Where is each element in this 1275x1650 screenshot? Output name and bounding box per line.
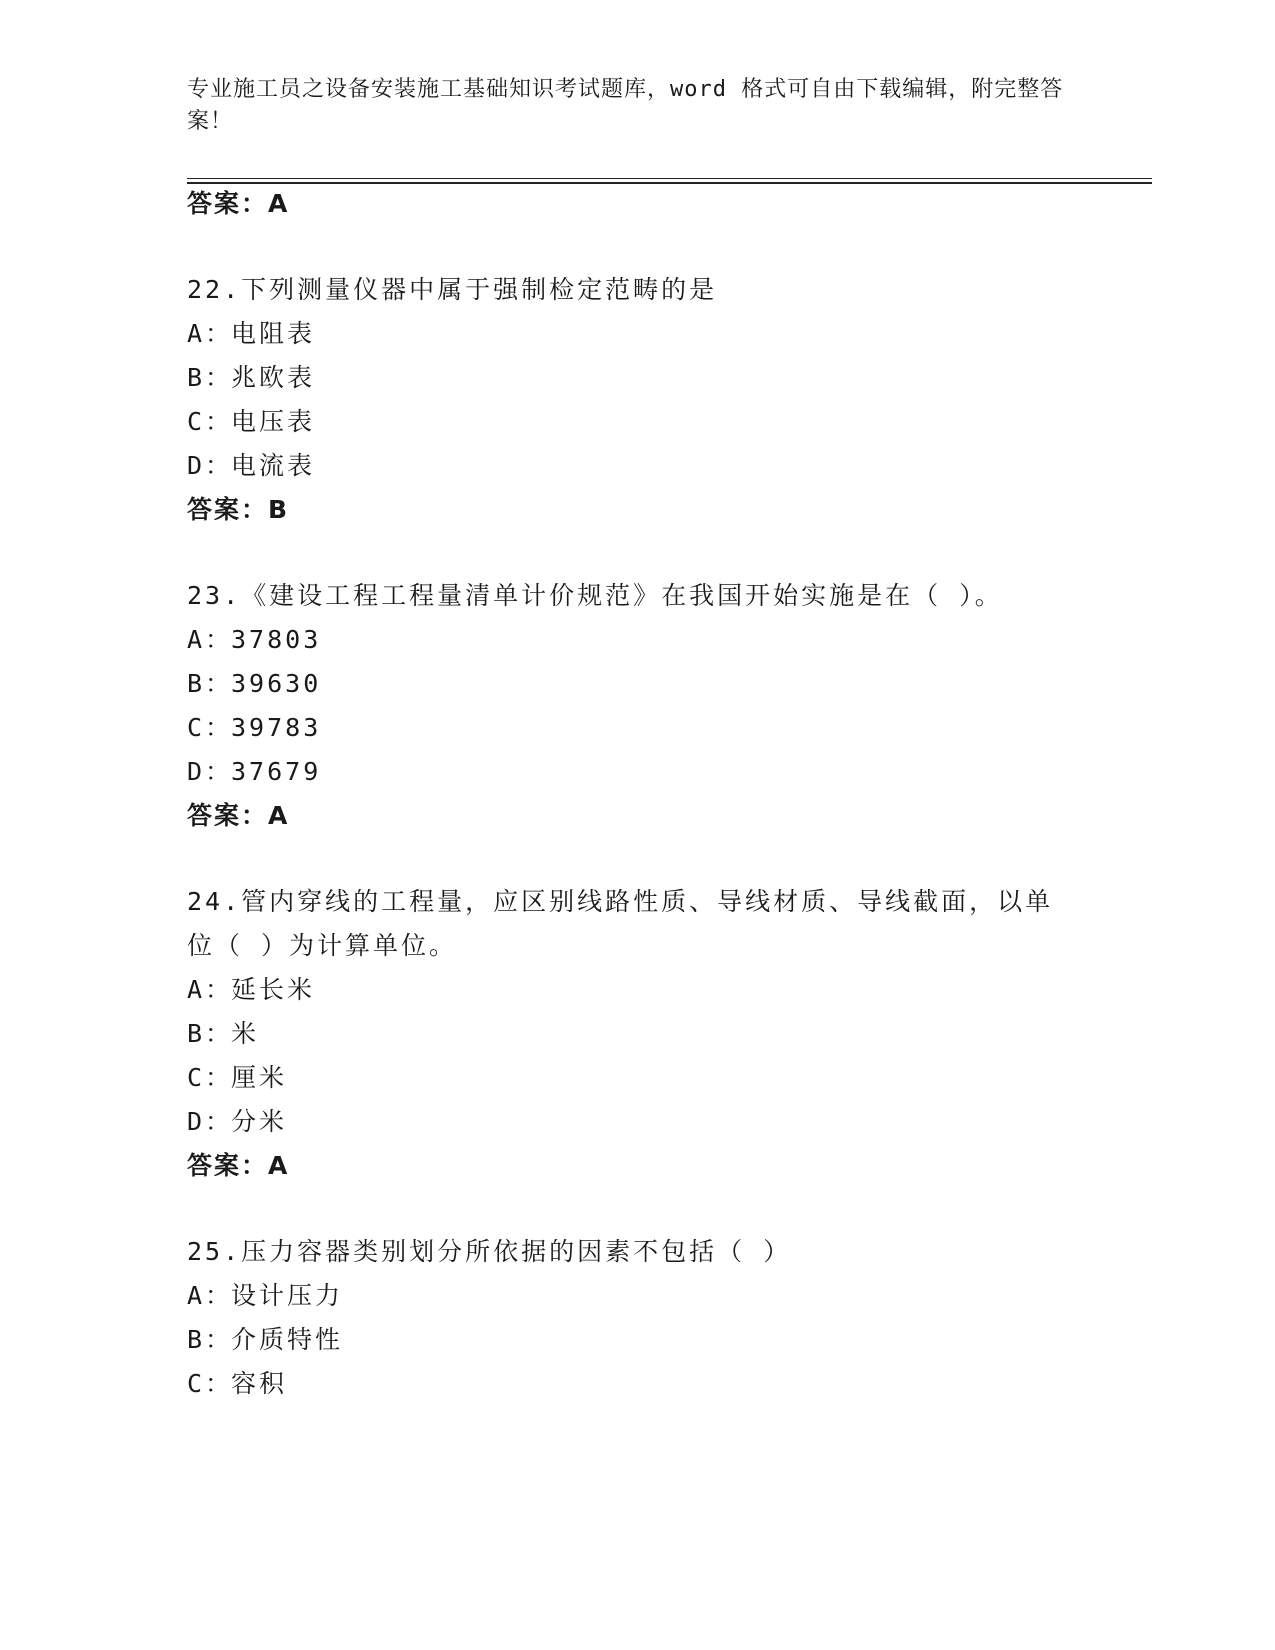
option-key: B： bbox=[187, 1019, 234, 1048]
option-text: 39630 bbox=[231, 669, 322, 698]
question-24-stem-line1: 24.管内穿线的工程量，应区别线路性质、导线材质、导线截面，以单 bbox=[187, 887, 1054, 916]
option-text: 电压表 bbox=[231, 407, 316, 436]
option-key: D： bbox=[187, 451, 234, 480]
option-text: 设计压力 bbox=[231, 1281, 344, 1310]
question-25-option-a bbox=[187, 1280, 343, 1312]
question-25-stem: 25.压力容器类别划分所依据的因素不包括（ ） bbox=[187, 1237, 792, 1266]
option-key: C： bbox=[187, 1063, 234, 1092]
question-22-option-a bbox=[187, 318, 315, 350]
option-key: B： bbox=[187, 363, 234, 392]
option-key: A： bbox=[187, 975, 234, 1004]
option-key: B： bbox=[187, 669, 234, 698]
option-key: B： bbox=[187, 1325, 234, 1354]
option-key: C： bbox=[187, 1369, 234, 1398]
option-text: 容积 bbox=[231, 1369, 288, 1398]
document-header: 专业施工员之设备安装施工基础知识考试题库，word 格式可自由下载编辑，附完整答案！ bbox=[187, 77, 1064, 134]
option-text: 介质特性 bbox=[231, 1325, 344, 1354]
previous-answer: 答案：A bbox=[187, 189, 290, 218]
question-25-option-b bbox=[187, 1324, 343, 1356]
question-24-option-c bbox=[187, 1062, 287, 1094]
question-22-stem: 22.下列测量仪器中属于强制检定范畴的是 bbox=[187, 275, 718, 304]
question-23-option-b bbox=[187, 668, 321, 700]
question-23-option-d bbox=[187, 756, 321, 788]
option-text: 电阻表 bbox=[231, 319, 316, 348]
question-23-answer: 答案：A bbox=[187, 801, 290, 830]
option-key: A： bbox=[187, 625, 234, 654]
option-text: 分米 bbox=[231, 1107, 288, 1136]
question-24-option-b bbox=[187, 1018, 259, 1050]
option-text: 37803 bbox=[231, 625, 322, 654]
option-key: C： bbox=[187, 407, 234, 436]
option-key: A： bbox=[187, 319, 234, 348]
question-22-answer: 答案：B bbox=[187, 495, 290, 524]
header-divider-thick bbox=[187, 182, 1152, 184]
question-22-option-d bbox=[187, 450, 315, 482]
option-text: 37679 bbox=[231, 757, 322, 786]
option-text: 39783 bbox=[231, 713, 322, 742]
option-text: 米 bbox=[231, 1019, 260, 1048]
option-key: A： bbox=[187, 1281, 234, 1310]
question-22-option-c bbox=[187, 406, 315, 438]
option-text: 厘米 bbox=[231, 1063, 288, 1092]
option-text: 延长米 bbox=[231, 975, 316, 1004]
question-22-option-b bbox=[187, 362, 315, 394]
option-key: D： bbox=[187, 757, 234, 786]
question-24-option-a bbox=[187, 974, 315, 1006]
option-text: 兆欧表 bbox=[231, 363, 316, 392]
header-divider-thin bbox=[187, 178, 1152, 179]
question-24-option-d bbox=[187, 1106, 287, 1138]
option-text: 电流表 bbox=[231, 451, 316, 480]
question-23-option-c bbox=[187, 712, 321, 744]
question-23-stem: 23.《建设工程工程量清单计价规范》在我国开始实施是在（ ）。 bbox=[187, 581, 1003, 610]
option-key: C： bbox=[187, 713, 234, 742]
question-24-stem-line2: 位（ ）为计算单位。 bbox=[187, 931, 458, 960]
question-25-option-c bbox=[187, 1368, 287, 1400]
question-24-answer: 答案：A bbox=[187, 1151, 290, 1180]
option-key: D： bbox=[187, 1107, 234, 1136]
question-23-option-a bbox=[187, 624, 321, 656]
